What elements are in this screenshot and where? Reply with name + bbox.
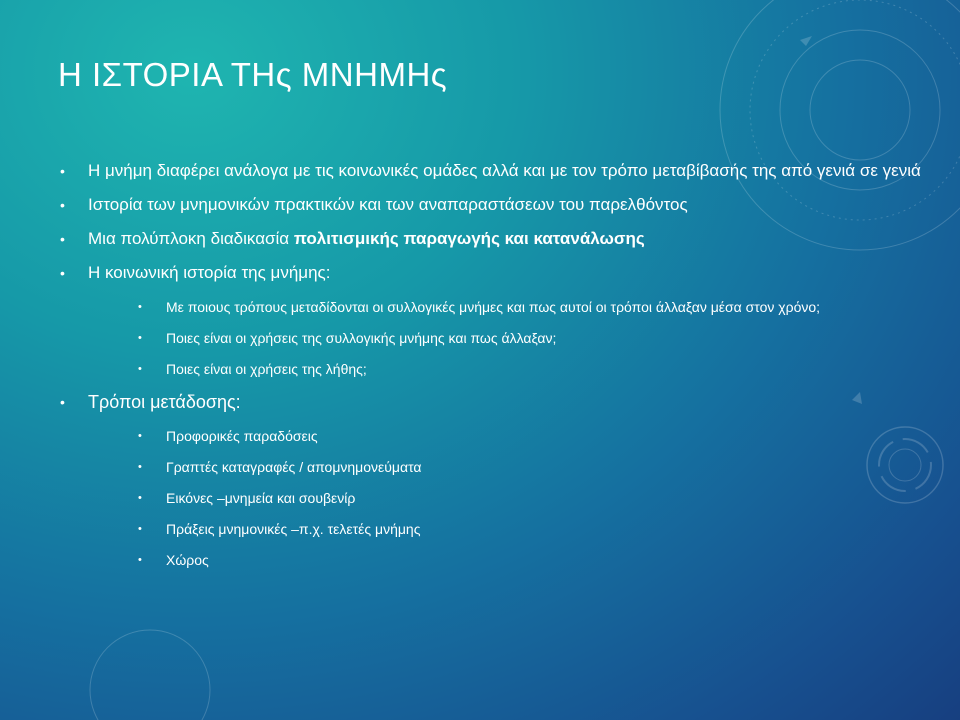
bullet-icon: • [60, 394, 65, 410]
bullet-icon: • [138, 301, 142, 313]
sub-list-item-text: Χώρος [166, 552, 209, 568]
bullet-icon: • [60, 265, 65, 281]
sub-list [88, 298, 928, 379]
sub-list-item [88, 329, 928, 348]
bullet-icon: • [138, 492, 142, 504]
bullet-icon: • [138, 430, 142, 442]
list-item [58, 262, 928, 379]
bullet-icon: • [60, 163, 65, 179]
list-item [58, 160, 928, 182]
slide-title: Η ΙΣΤΟΡΙΑ ΤΗς ΜΝΗΜΗς [58, 56, 448, 93]
bullet-icon: • [60, 231, 65, 247]
sub-list-item-text: Πράξεις μνημονικές –π.χ. τελετές μνήμης [166, 521, 421, 537]
list-item-text: Μια πολύπλοκη διαδικασία [88, 229, 294, 248]
list-item [58, 194, 928, 216]
list-item-bold-text: πολιτισμικής παραγωγής και κατανάλωσης [293, 229, 645, 248]
list-item [58, 228, 928, 250]
list-item [58, 391, 928, 570]
sub-list-item [88, 551, 928, 570]
sub-list-item [88, 520, 928, 539]
sub-list-item-text: Ποιες είναι οι χρήσεις της συλλογικής μνήμης και πως άλλαξαν; [166, 330, 557, 346]
sub-list-item [88, 458, 928, 477]
sub-list-item [88, 427, 928, 446]
sub-list-item-text: Εικόνες –μνημεία και σουβενίρ [166, 490, 356, 506]
sub-list-item [88, 360, 928, 379]
bullet-icon: • [138, 554, 142, 566]
list-item-text: Η μνήμη διαφέρει ανάλογα με τις κοινωνικές ομάδες αλλά και με τον τρόπο μεταβίβασής της από γενιά σε γενιά [88, 161, 921, 180]
sub-list-item-text: Ποιες είναι οι χρήσεις της λήθης; [166, 361, 367, 377]
list-item-text: Ιστορία των μνημονικών πρακτικών και των αναπαραστάσεων του παρελθόντος [88, 195, 688, 214]
bullet-icon: • [138, 332, 142, 344]
bullet-icon: • [138, 363, 142, 375]
sub-list-item-text: Με ποιους τρόπους μεταδίδονται οι συλλογικές μνήμες και πως αυτοί οι τρόποι άλλαξαν μέσα στον χρόνο; [166, 299, 821, 315]
bullet-icon: • [60, 197, 65, 213]
bullet-list [58, 160, 928, 570]
bullet-icon: • [138, 461, 142, 473]
list-item-text: Η κοινωνική ιστορία της μνήμης: [88, 263, 331, 282]
sub-list-item [88, 298, 928, 317]
sub-list [88, 427, 928, 570]
bullet-icon: • [138, 523, 142, 535]
list-item-text: Τρόποι μετάδοσης: [88, 392, 241, 412]
slide-content [58, 160, 928, 582]
sub-list-item [88, 489, 928, 508]
sub-list-item-text: Προφορικές παραδόσεις [166, 428, 318, 444]
sub-list-item-text: Γραπτές καταγραφές / απομνημονεύματα [166, 459, 422, 475]
